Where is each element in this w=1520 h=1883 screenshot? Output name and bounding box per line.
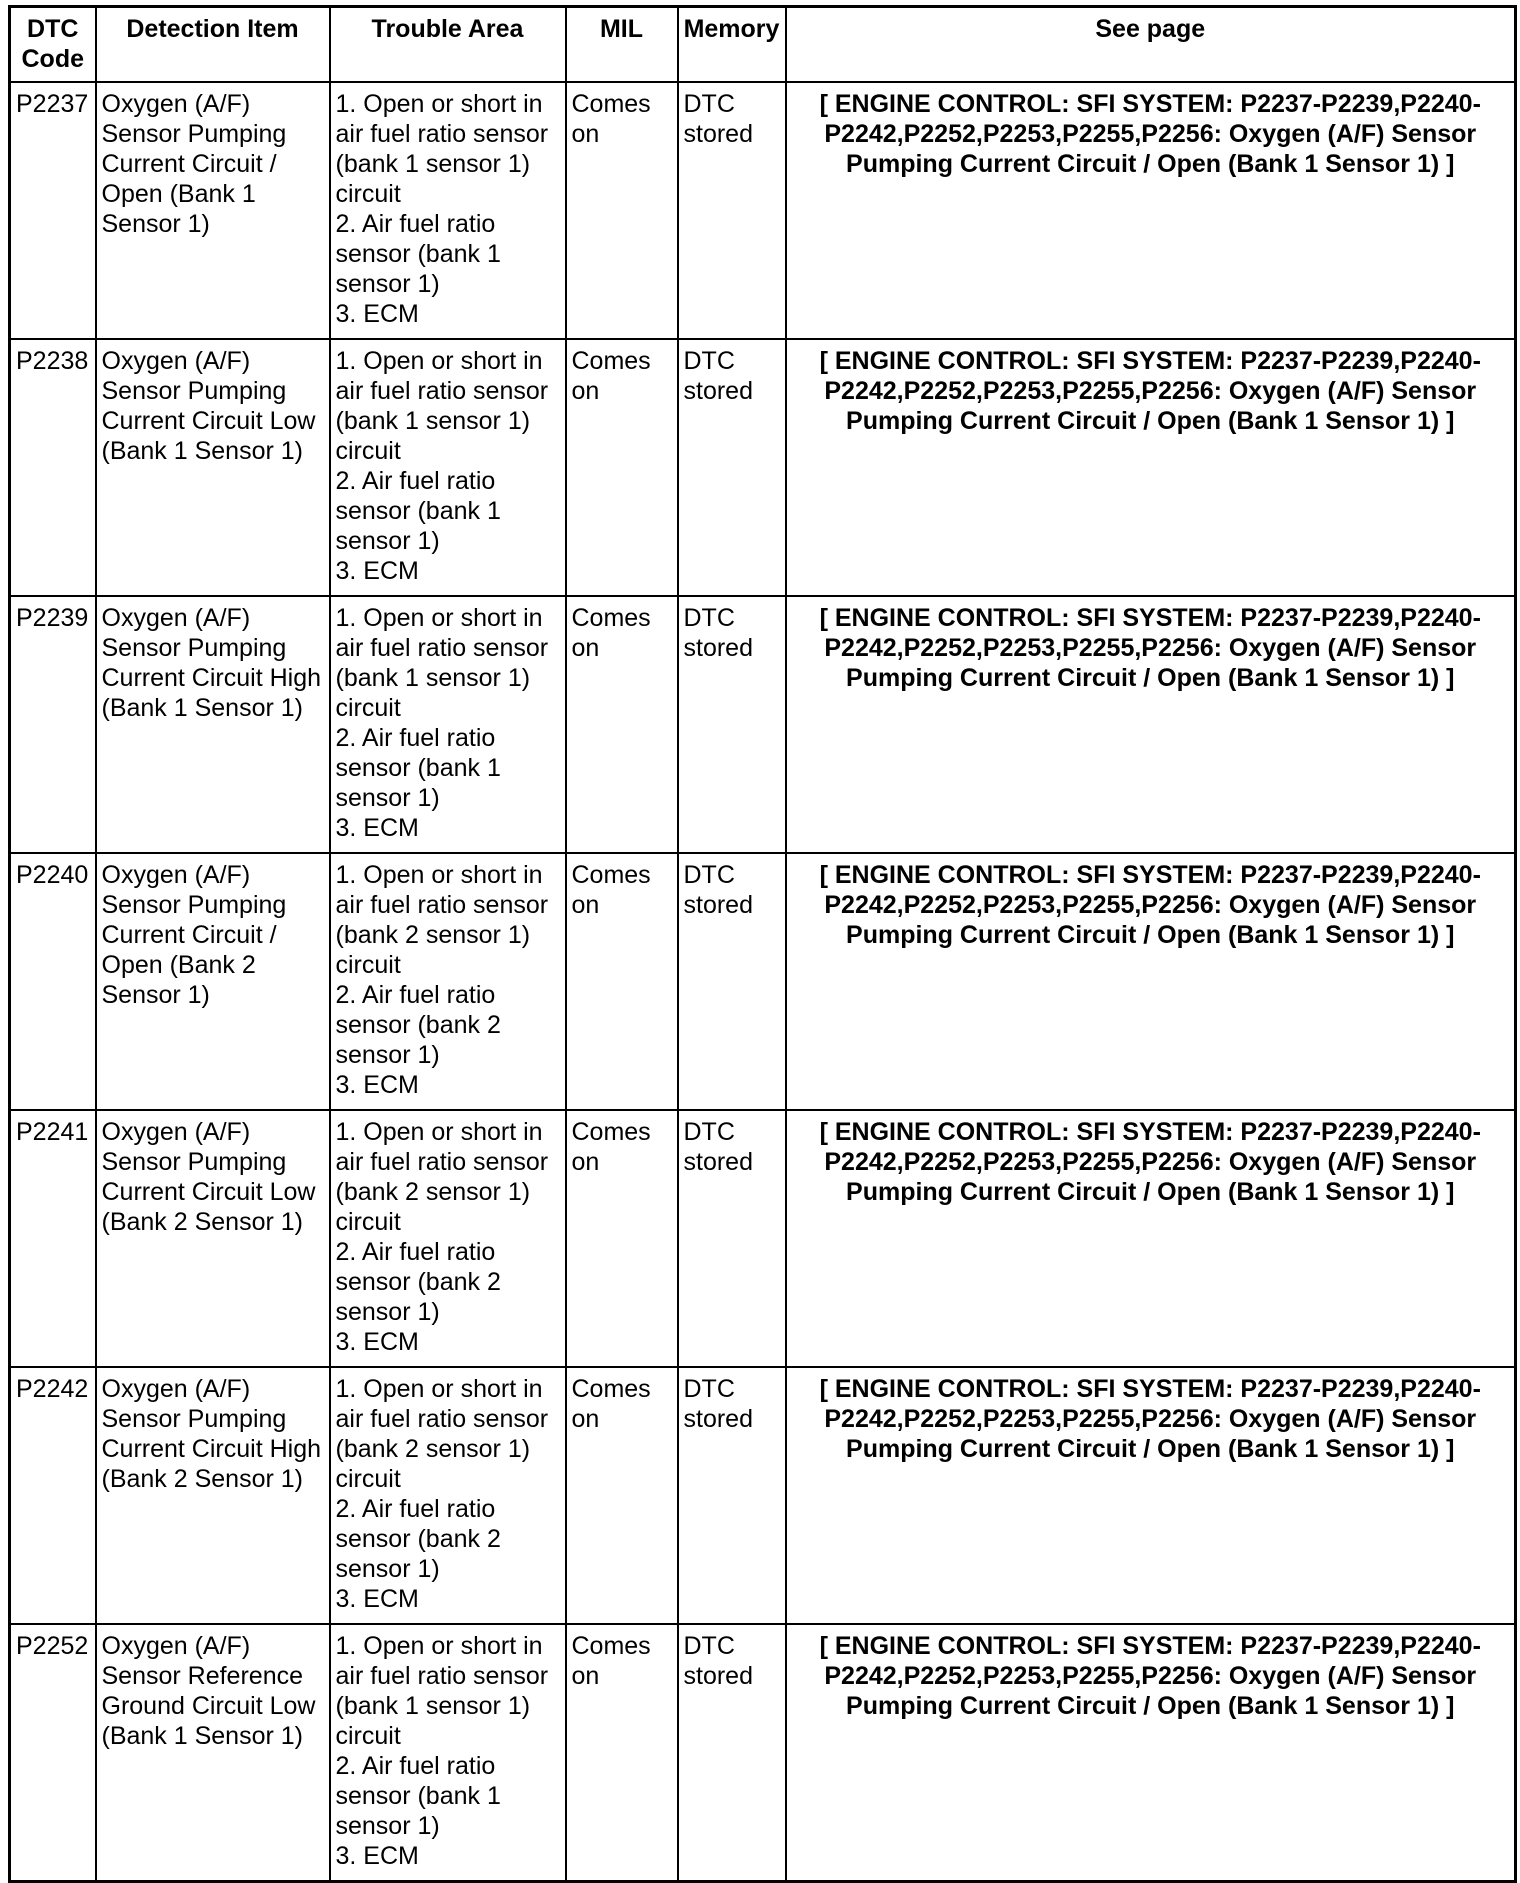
dtc-code-cell: P2238 <box>10 339 96 596</box>
dtc-code-cell: P2240 <box>10 853 96 1110</box>
trouble-area-item: 1. Open or short in air fuel ratio sensor (bank 2 sensor 1) circuit <box>335 1118 549 1236</box>
trouble-area-item: 2. Air fuel ratio sensor (bank 2 sensor 1) <box>335 981 501 1069</box>
header-dtc-code-line-2: Code <box>21 45 84 73</box>
trouble-area-item: 3. ECM <box>335 557 419 585</box>
trouble-area-item: 2. Air fuel ratio sensor (bank 1 sensor 1) <box>335 724 501 812</box>
see-page-link[interactable]: [ ENGINE CONTROL: SFI SYSTEM: P2237-P2239,P2240-P2242,P2252,P2253,P2255,P2256: Oxygen (A/F) Sensor Pumping Current Circuit / Open (Bank 1 Sensor 1) ] <box>786 853 1516 1110</box>
table-body <box>10 82 1516 1882</box>
see-page-link[interactable]: [ ENGINE CONTROL: SFI SYSTEM: P2237-P2239,P2240-P2242,P2252,P2253,P2255,P2256: Oxygen (A/F) Sensor Pumping Current Circuit / Open (Bank 1 Sensor 1) ] <box>786 1624 1516 1882</box>
table-row <box>10 596 1516 853</box>
dtc-code-cell: P2237 <box>10 82 96 339</box>
trouble-area-item: 1. Open or short in air fuel ratio sensor (bank 1 sensor 1) circuit <box>335 347 549 465</box>
header-dtc-code-line-1: DTC <box>27 15 79 43</box>
header-detection-item: Detection Item <box>96 7 330 83</box>
mil-cell: Comes on <box>566 1367 678 1624</box>
trouble-area-cell <box>330 1367 566 1624</box>
see-page-link[interactable]: [ ENGINE CONTROL: SFI SYSTEM: P2237-P2239,P2240-P2242,P2252,P2253,P2255,P2256: Oxygen (A/F) Sensor Pumping Current Circuit / Open (Bank 1 Sensor 1) ] <box>786 1110 1516 1367</box>
dtc-table <box>8 5 1517 1883</box>
table-row <box>10 853 1516 1110</box>
see-page-link[interactable]: [ ENGINE CONTROL: SFI SYSTEM: P2237-P2239,P2240-P2242,P2252,P2253,P2255,P2256: Oxygen (A/F) Sensor Pumping Current Circuit / Open (Bank 1 Sensor 1) ] <box>786 339 1516 596</box>
mil-cell: Comes on <box>566 596 678 853</box>
dtc-code-cell: P2239 <box>10 596 96 853</box>
dtc-code-cell: P2252 <box>10 1624 96 1882</box>
header-row <box>10 7 1516 83</box>
trouble-area-cell <box>330 1624 566 1882</box>
see-page-link[interactable]: [ ENGINE CONTROL: SFI SYSTEM: P2237-P2239,P2240-P2242,P2252,P2253,P2255,P2256: Oxygen (A/F) Sensor Pumping Current Circuit / Open (Bank 1 Sensor 1) ] <box>786 1367 1516 1624</box>
detection-item-cell: Oxygen (A/F) Sensor Pumping Current Circuit High (Bank 2 Sensor 1) <box>96 1367 330 1624</box>
trouble-area-item: 1. Open or short in air fuel ratio sensor (bank 1 sensor 1) circuit <box>335 90 549 208</box>
table-row <box>10 1624 1516 1882</box>
table-row <box>10 339 1516 596</box>
memory-cell: DTC stored <box>678 1110 786 1367</box>
trouble-area-item: 3. ECM <box>335 1842 419 1870</box>
table-row <box>10 82 1516 339</box>
memory-cell: DTC stored <box>678 853 786 1110</box>
trouble-area-item: 2. Air fuel ratio sensor (bank 2 sensor 1) <box>335 1495 501 1583</box>
mil-cell: Comes on <box>566 82 678 339</box>
trouble-area-cell <box>330 596 566 853</box>
trouble-area-cell <box>330 1110 566 1367</box>
header-trouble-area: Trouble Area <box>330 7 566 83</box>
header-see-page: See page <box>786 7 1516 83</box>
detection-item-cell: Oxygen (A/F) Sensor Pumping Current Circuit / Open (Bank 1 Sensor 1) <box>96 82 330 339</box>
table-row <box>10 1367 1516 1624</box>
trouble-area-item: 2. Air fuel ratio sensor (bank 1 sensor 1) <box>335 1752 501 1840</box>
trouble-area-item: 3. ECM <box>335 300 419 328</box>
trouble-area-item: 2. Air fuel ratio sensor (bank 1 sensor 1) <box>335 467 501 555</box>
trouble-area-item: 2. Air fuel ratio sensor (bank 2 sensor 1) <box>335 1238 501 1326</box>
trouble-area-item: 1. Open or short in air fuel ratio sensor (bank 2 sensor 1) circuit <box>335 861 549 979</box>
header-memory: Memory <box>678 7 786 83</box>
detection-item-cell: Oxygen (A/F) Sensor Reference Ground Circuit Low (Bank 1 Sensor 1) <box>96 1624 330 1882</box>
see-page-link[interactable]: [ ENGINE CONTROL: SFI SYSTEM: P2237-P2239,P2240-P2242,P2252,P2253,P2255,P2256: Oxygen (A/F) Sensor Pumping Current Circuit / Open (Bank 1 Sensor 1) ] <box>786 596 1516 853</box>
trouble-area-item: 3. ECM <box>335 814 419 842</box>
trouble-area-item: 1. Open or short in air fuel ratio sensor (bank 1 sensor 1) circuit <box>335 1632 549 1750</box>
detection-item-cell: Oxygen (A/F) Sensor Pumping Current Circuit Low (Bank 2 Sensor 1) <box>96 1110 330 1367</box>
memory-cell: DTC stored <box>678 1624 786 1882</box>
memory-cell: DTC stored <box>678 339 786 596</box>
trouble-area-item: 3. ECM <box>335 1071 419 1099</box>
trouble-area-cell <box>330 82 566 339</box>
mil-cell: Comes on <box>566 339 678 596</box>
memory-cell: DTC stored <box>678 82 786 339</box>
detection-item-cell: Oxygen (A/F) Sensor Pumping Current Circuit Low (Bank 1 Sensor 1) <box>96 339 330 596</box>
dtc-code-cell: P2241 <box>10 1110 96 1367</box>
trouble-area-item: 3. ECM <box>335 1585 419 1613</box>
mil-cell: Comes on <box>566 1110 678 1367</box>
memory-cell: DTC stored <box>678 596 786 853</box>
trouble-area-item: 3. ECM <box>335 1328 419 1356</box>
mil-cell: Comes on <box>566 1624 678 1882</box>
trouble-area-cell <box>330 853 566 1110</box>
trouble-area-cell <box>330 339 566 596</box>
mil-cell: Comes on <box>566 853 678 1110</box>
trouble-area-item: 1. Open or short in air fuel ratio sensor (bank 1 sensor 1) circuit <box>335 604 549 722</box>
trouble-area-item: 2. Air fuel ratio sensor (bank 1 sensor 1) <box>335 210 501 298</box>
dtc-code-cell: P2242 <box>10 1367 96 1624</box>
header-mil: MIL <box>566 7 678 83</box>
see-page-link[interactable]: [ ENGINE CONTROL: SFI SYSTEM: P2237-P2239,P2240-P2242,P2252,P2253,P2255,P2256: Oxygen (A/F) Sensor Pumping Current Circuit / Open (Bank 1 Sensor 1) ] <box>786 82 1516 339</box>
header-dtc-code <box>10 7 96 83</box>
trouble-area-item: 1. Open or short in air fuel ratio sensor (bank 2 sensor 1) circuit <box>335 1375 549 1493</box>
detection-item-cell: Oxygen (A/F) Sensor Pumping Current Circuit High (Bank 1 Sensor 1) <box>96 596 330 853</box>
table-row <box>10 1110 1516 1367</box>
detection-item-cell: Oxygen (A/F) Sensor Pumping Current Circuit / Open (Bank 2 Sensor 1) <box>96 853 330 1110</box>
memory-cell: DTC stored <box>678 1367 786 1624</box>
